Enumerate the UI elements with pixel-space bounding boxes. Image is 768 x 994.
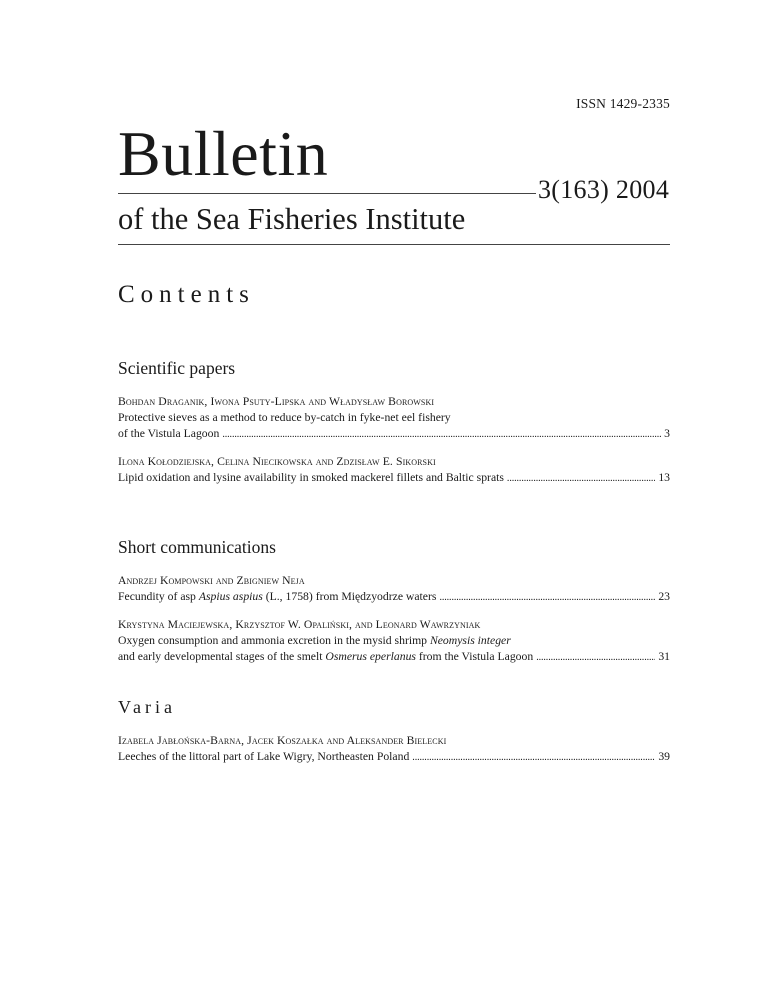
page-number: 13 xyxy=(658,471,670,484)
journal-title: Bulletin xyxy=(118,118,329,189)
toc-entry[interactable] xyxy=(118,733,670,766)
issue-number: 3(163) 2004 xyxy=(538,175,670,204)
page-number: 3 xyxy=(664,427,670,440)
entry-title-last-line: Fecundity of asp Aspius aspius (L., 1758) from Międzyodrze waters . . . 23 xyxy=(118,589,670,606)
section-heading-varia: Varia xyxy=(118,697,176,717)
toc-entry[interactable] xyxy=(118,573,670,606)
contents-heading: Contents xyxy=(118,281,255,308)
entry-authors: Andrzej Kompowski and Zbigniew Neja xyxy=(118,574,305,587)
header-rule xyxy=(118,244,670,245)
toc-entry[interactable] xyxy=(118,617,670,666)
section-heading-scientific-papers: Scientific papers xyxy=(118,358,236,378)
journal-subtitle: of the Sea Fisheries Institute xyxy=(118,202,466,236)
entry-title-last-line: Leeches of the littoral part of Lake Wigry, Northeasten Poland . . . 39 xyxy=(118,749,670,766)
page-number: 23 xyxy=(658,590,670,603)
toc-entry[interactable] xyxy=(118,394,670,443)
entry-title-last-line: of the Vistula Lagoon . . . 3 xyxy=(118,426,670,443)
entry-authors: Bohdan Draganik, Iwona Psuty-Lipska and Władysław Borowski xyxy=(118,395,435,408)
dot-leader xyxy=(439,589,655,606)
dot-leader xyxy=(222,426,661,443)
entry-title: Oxygen consumption and ammonia excretion in the mysid shrimp Neomysis integer xyxy=(118,634,511,647)
page-number: 31 xyxy=(658,650,670,663)
entry-title-last-line: Lipid oxidation and lysine availability in smoked mackerel fillets and Baltic sprats . . . 13 xyxy=(118,470,670,487)
dot-leader xyxy=(536,649,655,666)
dot-leader xyxy=(507,470,655,487)
entry-title: Protective sieves as a method to reduce by-catch in fyke-net eel fishery xyxy=(118,411,451,424)
dot-leader xyxy=(412,749,655,766)
page-number: 39 xyxy=(658,750,670,763)
entry-authors: Ilona Kołodziejska, Celina Niecikowska and Zdzisław E. Sikorski xyxy=(118,455,436,468)
entry-title-last-line: and early developmental stages of the smelt Osmerus eperlanus from the Vistula Lagoon . . . 31 xyxy=(118,649,670,666)
entry-authors: Krystyna Maciejewska, Krzysztof W. Opaliński, and Leonard Wawrzyniak xyxy=(118,618,481,631)
toc-entry[interactable] xyxy=(118,454,670,487)
title-rule xyxy=(118,193,536,194)
section-heading-short-communications: Short communications xyxy=(118,537,276,557)
entry-authors: Izabela Jabłońska-Barna, Jacek Koszałka and Aleksander Bielecki xyxy=(118,734,447,747)
issn-number: ISSN 1429-2335 xyxy=(576,96,670,111)
